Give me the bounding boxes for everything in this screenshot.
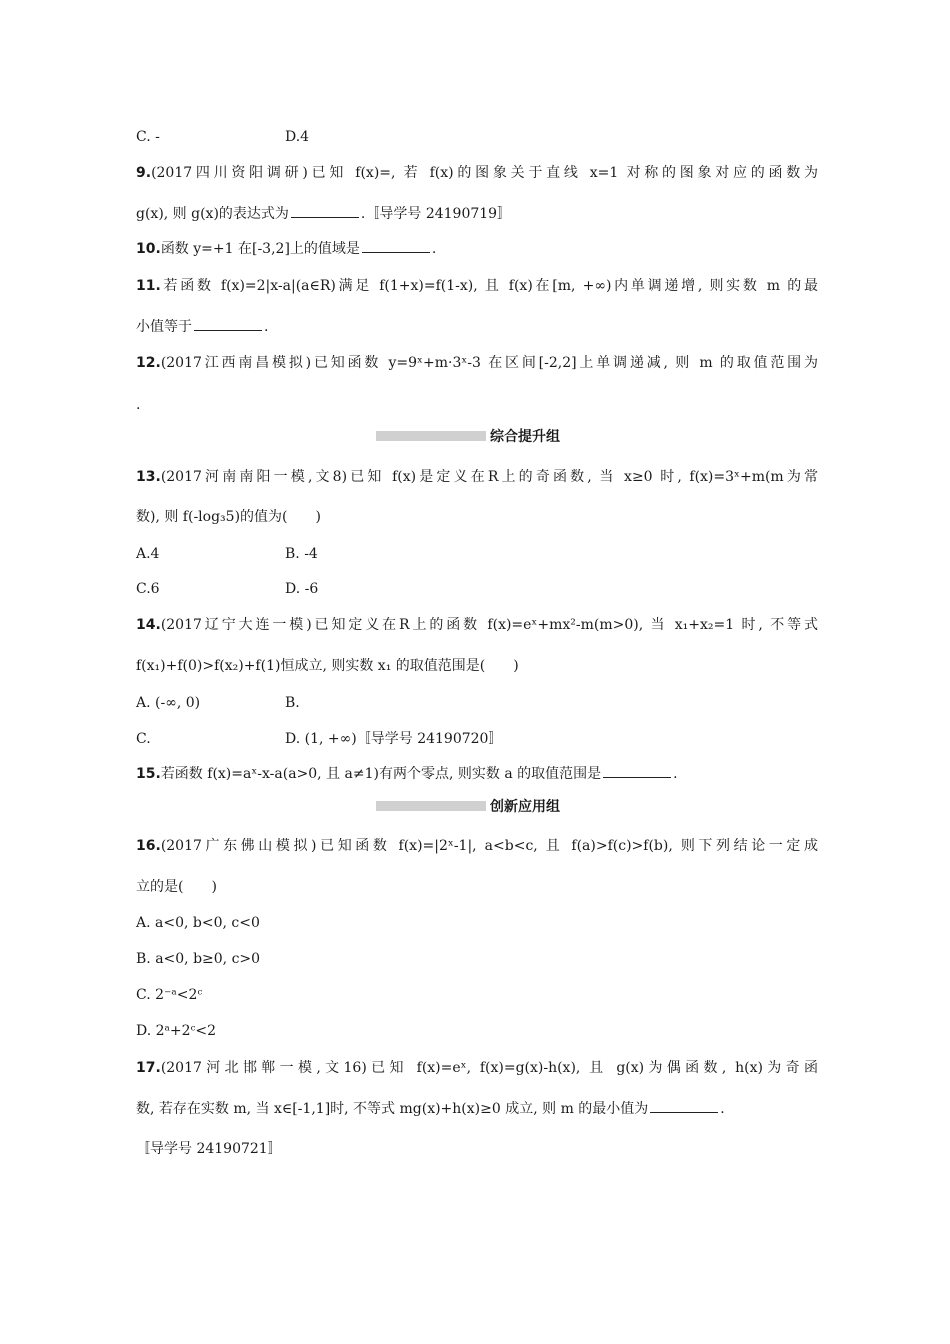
- q16-line1: [136, 835, 818, 857]
- section-header-comprehensive: [376, 425, 560, 447]
- q14-options-row1: [136, 692, 818, 714]
- q9-number: 9.: [136, 165, 152, 181]
- q12-number: 12.: [136, 355, 161, 371]
- q10-suffix: .: [431, 241, 437, 257]
- q10-text: 函数 y=+1 在[-3,2]上的值域是: [160, 241, 360, 257]
- section-header-innovation: [376, 795, 560, 817]
- q8-options-row: [136, 126, 818, 148]
- q12-line1: [136, 352, 818, 374]
- q12-text-line1: (2017江西南昌模拟)已知函数 y=9ˣ+m·3ˣ-3 在区间[-2,2]上单调递减, 则 m 的取值范围为: [160, 355, 818, 371]
- q17-ref-number: 〚导学号 24190721〛: [136, 1141, 282, 1157]
- q14-options-row2: [136, 728, 818, 750]
- q11-text-line1: 若函数 f(x)=2|x-a|(a∈R)满足 f(1+x)=f(1-x), 且 f(x)在[m, +∞)内单调递增, 则实数 m 的最: [160, 278, 818, 294]
- q12-text-line2: .: [136, 397, 141, 413]
- q9-line2: [136, 203, 818, 225]
- q13-options-row2: [136, 578, 818, 600]
- q13-options-row1: [136, 543, 818, 565]
- section-bar: [376, 801, 486, 811]
- q11-suffix: .: [264, 319, 269, 335]
- q16-option-c-row: [136, 984, 818, 1006]
- q14-option-c: C.: [136, 731, 151, 747]
- q16-text-line1: (2017广东佛山模拟)已知函数 f(x)=|2ˣ-1|, a<b<c, 且 f(a)>f(c)>f(b), 则下列结论一定成: [160, 838, 818, 854]
- q13-number: 13.: [136, 469, 161, 485]
- q11-number: 11.: [136, 278, 161, 294]
- q11-line1: [136, 275, 818, 297]
- q14-option-a: A. (-∞, 0): [136, 695, 201, 711]
- q9-line1: [136, 162, 818, 184]
- q9-text-line1: (2017四川资阳调研)已知 f(x)=, 若 f(x)的图象关于直线 x=1 对称的图象对应的函数为: [151, 165, 818, 181]
- q16-option-d: D. 2ᵃ+2ᶜ<2: [136, 1023, 217, 1039]
- q17-answer-blank: [650, 1098, 718, 1113]
- q16-option-c: C. 2⁻ᵃ<2ᶜ: [136, 987, 203, 1003]
- q16-number: 16.: [136, 838, 161, 854]
- q16-option-a: A. a<0, b<0, c<0: [136, 915, 260, 931]
- q16-text-line2: 立的是( ): [136, 879, 217, 895]
- q17-line1: [136, 1057, 818, 1079]
- q16-option-b-row: [136, 948, 818, 970]
- q8-option-d: D.4: [285, 129, 310, 145]
- q9-answer-blank: [291, 203, 359, 218]
- q9-text-line2-suffix: .〚导学号 24190719〛: [360, 206, 512, 222]
- q13-option-b: B. -4: [285, 546, 318, 562]
- q14-text-line1: (2017辽宁大连一模)已知定义在R上的函数 f(x)=eˣ+mx²-m(m>0), 当 x₁+x₂=1 时, 不等式: [160, 617, 818, 633]
- q17-text-line1: (2017河北邯郸一模,文16)已知 f(x)=eˣ, f(x)=g(x)-h(x), 且 g(x)为偶函数, h(x)为奇函: [160, 1060, 818, 1076]
- q10-answer-blank: [362, 238, 430, 253]
- section-title: 综合提升组: [490, 429, 560, 445]
- q13-line2: [136, 506, 818, 528]
- q13-option-a: A.4: [136, 546, 160, 562]
- q14-option-d: D. (1, +∞)〚导学号 24190720〛: [285, 731, 503, 747]
- q13-option-d: D. -6: [285, 581, 319, 597]
- q11-text-line2: 小值等于: [136, 319, 192, 335]
- q11-line2: [136, 316, 818, 338]
- q16-option-d-row: [136, 1020, 818, 1042]
- q15-answer-blank: [603, 763, 671, 778]
- q10-number: 10.: [136, 241, 161, 257]
- q14-line2: [136, 655, 818, 677]
- q9-text-line2: g(x), 则 g(x)的表达式为: [136, 206, 289, 222]
- q16-option-b: B. a<0, b≥0, c>0: [136, 951, 261, 967]
- q14-number: 14.: [136, 617, 161, 633]
- q15-line: [136, 763, 818, 785]
- q13-line1: [136, 466, 818, 488]
- q15-text: 若函数 f(x)=aˣ-x-a(a>0, 且 a≠1)有两个零点, 则实数 a 的取值范围是: [160, 766, 602, 782]
- q16-line2: [136, 876, 818, 898]
- q15-number: 15.: [136, 766, 161, 782]
- q17-line2: [136, 1098, 818, 1120]
- q13-text-line1: (2017河南南阳一模,文8)已知 f(x)是定义在R上的奇函数, 当 x≥0 时, f(x)=3ˣ+m(m为常: [160, 469, 818, 485]
- q11-answer-blank: [194, 316, 262, 331]
- q10-line: [136, 238, 818, 260]
- q17-number: 17.: [136, 1060, 161, 1076]
- q17-line3: [136, 1138, 818, 1160]
- q16-option-a-row: [136, 912, 818, 934]
- q14-line1: [136, 614, 818, 636]
- q17-text-line2: 数, 若存在实数 m, 当 x∈[-1,1]时, 不等式 mg(x)+h(x)≥0 成立, 则 m 的最小值为: [136, 1101, 649, 1117]
- section-bar: [376, 431, 486, 441]
- q14-option-b: B.: [285, 695, 300, 711]
- q13-text-line2: 数), 则 f(-log₃5)的值为( ): [136, 509, 321, 525]
- section-title: 创新应用组: [490, 799, 560, 815]
- q15-suffix: .: [673, 766, 678, 782]
- q8-option-c: C. -: [136, 129, 160, 145]
- q14-text-line2: f(x₁)+f(0)>f(x₂)+f(1)恒成立, 则实数 x₁ 的取值范围是( ): [136, 658, 519, 674]
- q12-line2: [136, 394, 818, 416]
- q13-option-c: C.6: [136, 581, 160, 597]
- q17-suffix: .: [720, 1101, 725, 1117]
